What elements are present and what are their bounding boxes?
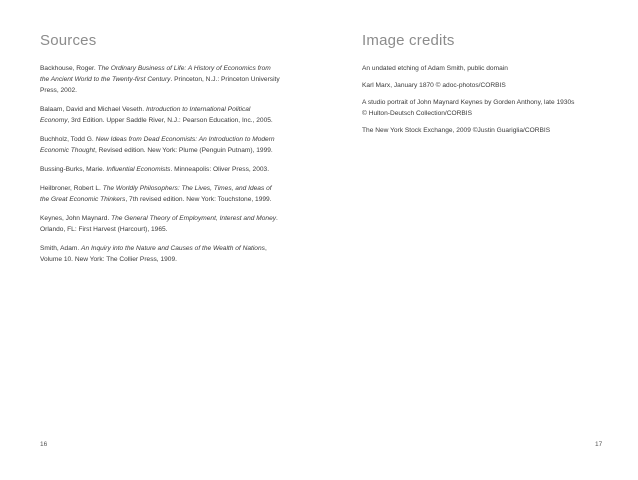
credit-line: © Hulton-Deutsch Collection/CORBIS bbox=[362, 110, 473, 117]
source-author: Keynes, John Maynard. bbox=[40, 215, 112, 222]
credit-entry bbox=[362, 97, 607, 119]
source-title: Introduction to International Political Economy bbox=[40, 106, 251, 124]
credits-list bbox=[362, 63, 607, 142]
source-entry bbox=[40, 213, 280, 235]
credit-entry bbox=[362, 80, 607, 91]
source-entry bbox=[40, 164, 280, 175]
source-title: The General Theory of Employment, Interest and Money bbox=[111, 215, 277, 222]
source-author: Bussing-Burks, Marie. bbox=[40, 166, 107, 173]
sources-list bbox=[40, 63, 280, 273]
source-title: The Ordinary Business of Life: A History of Economics from the Ancient World to the Twenty-first Century bbox=[40, 65, 271, 83]
source-title: New Ideas from Dead Economists: An Introduction to Modern Economic Thought bbox=[40, 136, 275, 154]
page-number: 17 bbox=[595, 441, 603, 448]
source-title: Influential Economists bbox=[106, 166, 171, 173]
source-publication: , Volume 10. New York: The Collier Press, 1909. bbox=[40, 245, 267, 263]
credit-line: Karl Marx, January 1870 © adoc-photos/CORBIS bbox=[362, 82, 506, 89]
source-author: Backhouse, Roger. bbox=[40, 65, 98, 72]
source-author: Heilbroner, Robert L. bbox=[40, 185, 103, 192]
source-entry bbox=[40, 243, 280, 265]
source-entry bbox=[40, 104, 280, 126]
credit-entry bbox=[362, 63, 607, 74]
source-title: An Inquiry into the Nature and Causes of the Wealth of Nations bbox=[81, 245, 265, 252]
right-page bbox=[319, 0, 638, 480]
source-author: Buchholz, Todd G. bbox=[40, 136, 96, 143]
source-entry bbox=[40, 63, 280, 96]
source-title: The Worldly Philosophers: The Lives, Times, and Ideas of the Great Economic Thinkers bbox=[40, 185, 272, 203]
source-publication: . Princeton, N.J.: Princeton University Press, 2002. bbox=[40, 76, 280, 94]
credit-line: An undated etching of Adam Smith, public domain bbox=[362, 65, 508, 72]
source-author: Smith, Adam. bbox=[40, 245, 82, 252]
source-publication: , 3rd Edition. Upper Saddle River, N.J.: Pearson Education, Inc., 2005. bbox=[67, 117, 273, 124]
source-publication: . Orlando, FL: First Harvest (Harcourt), 1965. bbox=[40, 215, 278, 233]
source-entry bbox=[40, 134, 280, 156]
credit-line: The New York Stock Exchange, 2009 ©Justin Guariglia/CORBIS bbox=[362, 127, 551, 134]
credit-entry bbox=[362, 125, 607, 136]
source-entry bbox=[40, 183, 280, 205]
page-number: 16 bbox=[40, 441, 48, 448]
source-publication: , Revised edition. New York: Plume (Penguin Putnam), 1999. bbox=[94, 147, 273, 154]
sources-heading: Sources bbox=[40, 32, 97, 49]
credit-line: A studio portrait of John Maynard Keynes by Gorden Anthony, late 1930s bbox=[362, 99, 575, 106]
image-credits-heading: Image credits bbox=[362, 32, 455, 49]
source-publication: , 7th revised edition. New York: Touchstone, 1999. bbox=[125, 196, 272, 203]
source-publication: . Minneapolis: Oliver Press, 2003. bbox=[170, 166, 270, 173]
source-author: Balaam, David and Michael Veseth. bbox=[40, 106, 146, 113]
